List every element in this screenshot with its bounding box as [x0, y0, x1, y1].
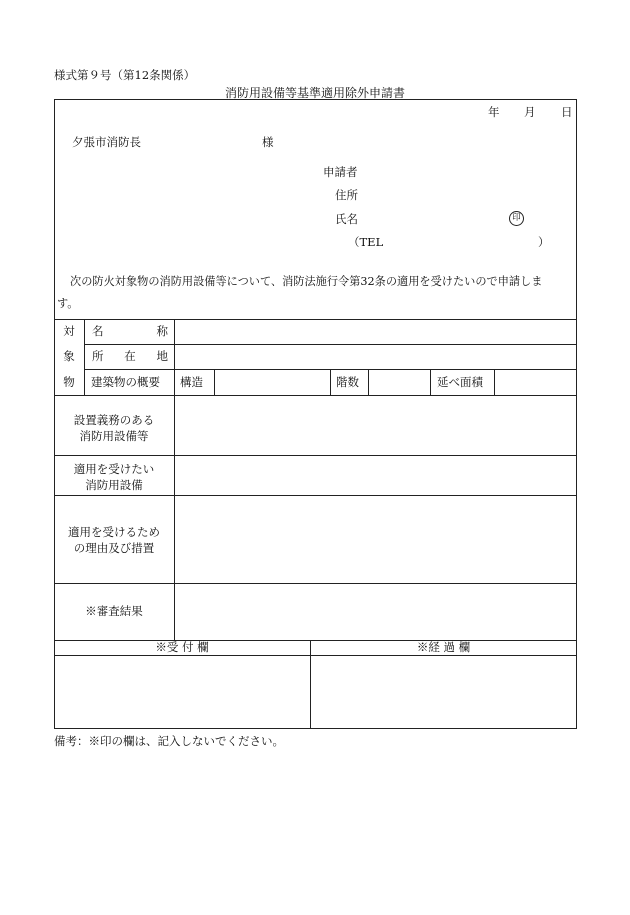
target-object-char: 物	[63, 375, 75, 389]
label-char: 名	[92, 324, 104, 338]
progress-field	[312, 657, 575, 727]
date-month-label: 月	[524, 105, 536, 119]
remarks-note: 備考：※印の欄は、記入しないでください。	[54, 734, 284, 748]
divider	[330, 369, 331, 395]
divider	[368, 369, 369, 395]
statement-line-1: 次の防火対象物の消防用設備等について、消防法施行令第32条の適用を受けたいので申請しま	[70, 275, 543, 288]
object-name-field[interactable]	[176, 321, 574, 343]
target-object-char: 対	[63, 324, 75, 338]
reason-measures-label	[54, 524, 174, 556]
divider	[214, 369, 215, 395]
reason-measures-field[interactable]	[176, 497, 574, 581]
divider	[54, 655, 577, 656]
name-label: 氏名	[335, 212, 358, 226]
addressee-honorific: 様	[262, 135, 274, 149]
floors-field[interactable]	[370, 371, 428, 393]
label-char: 称	[156, 324, 168, 338]
divider	[84, 319, 85, 395]
seal-icon: 印	[509, 211, 524, 226]
date-year-label: 年	[488, 105, 500, 119]
divider	[430, 369, 431, 395]
building-overview-label: 建築物の概要	[91, 375, 160, 389]
divider	[54, 640, 577, 641]
label-char: 所	[92, 349, 104, 363]
structure-label: 構造	[180, 375, 203, 389]
divider	[84, 344, 577, 345]
target-object-char: 象	[63, 349, 75, 363]
statement-line-2: す。	[57, 297, 79, 310]
divider	[54, 495, 577, 496]
date-day-label: 日	[561, 105, 573, 119]
structure-field[interactable]	[216, 371, 328, 393]
tel-close-label: ）	[538, 235, 550, 249]
label-char: 地	[156, 349, 168, 363]
object-location-label	[92, 351, 168, 363]
label-line: 設置義務のある	[73, 413, 155, 427]
review-result-label: ※審査結果	[85, 604, 143, 618]
label-line: 消防用設備	[85, 478, 143, 492]
divider	[494, 369, 495, 395]
address-label: 住所	[335, 188, 358, 202]
label-line: 適用を受けるため	[68, 525, 160, 539]
applicant-label: 申請者	[323, 165, 358, 179]
reception-field	[56, 657, 308, 727]
object-name-label	[92, 326, 168, 338]
progress-column-header: ※経 過 欄	[416, 640, 471, 654]
required-equipment-field[interactable]	[176, 397, 574, 453]
divider	[54, 455, 577, 456]
divider	[54, 319, 577, 320]
divider	[54, 395, 577, 396]
label-line: 適用を受けたい	[73, 462, 155, 476]
divider	[54, 583, 577, 584]
form-number: 様式第９号（第12条関係）	[54, 68, 196, 82]
divider	[174, 319, 175, 640]
label-char: 在	[124, 349, 136, 363]
required-equipment-label	[54, 412, 174, 444]
applied-equipment-label	[54, 461, 174, 493]
review-result-field	[176, 585, 574, 638]
total-floor-area-label: 延べ面積	[437, 375, 483, 389]
tel-open-label: （TEL	[348, 235, 384, 249]
total-floor-area-field[interactable]	[496, 371, 574, 393]
label-line: の理由及び措置	[73, 541, 155, 555]
label-line: 消防用設備等	[79, 429, 149, 443]
applied-equipment-field[interactable]	[176, 457, 574, 493]
reception-column-header: ※受 付 欄	[155, 640, 209, 654]
object-location-field[interactable]	[176, 346, 574, 368]
page-title: 消防用設備等基準適用除外申請書	[224, 86, 405, 100]
floors-label: 階数	[336, 375, 359, 389]
addressee-name: 夕張市消防長	[72, 135, 141, 149]
